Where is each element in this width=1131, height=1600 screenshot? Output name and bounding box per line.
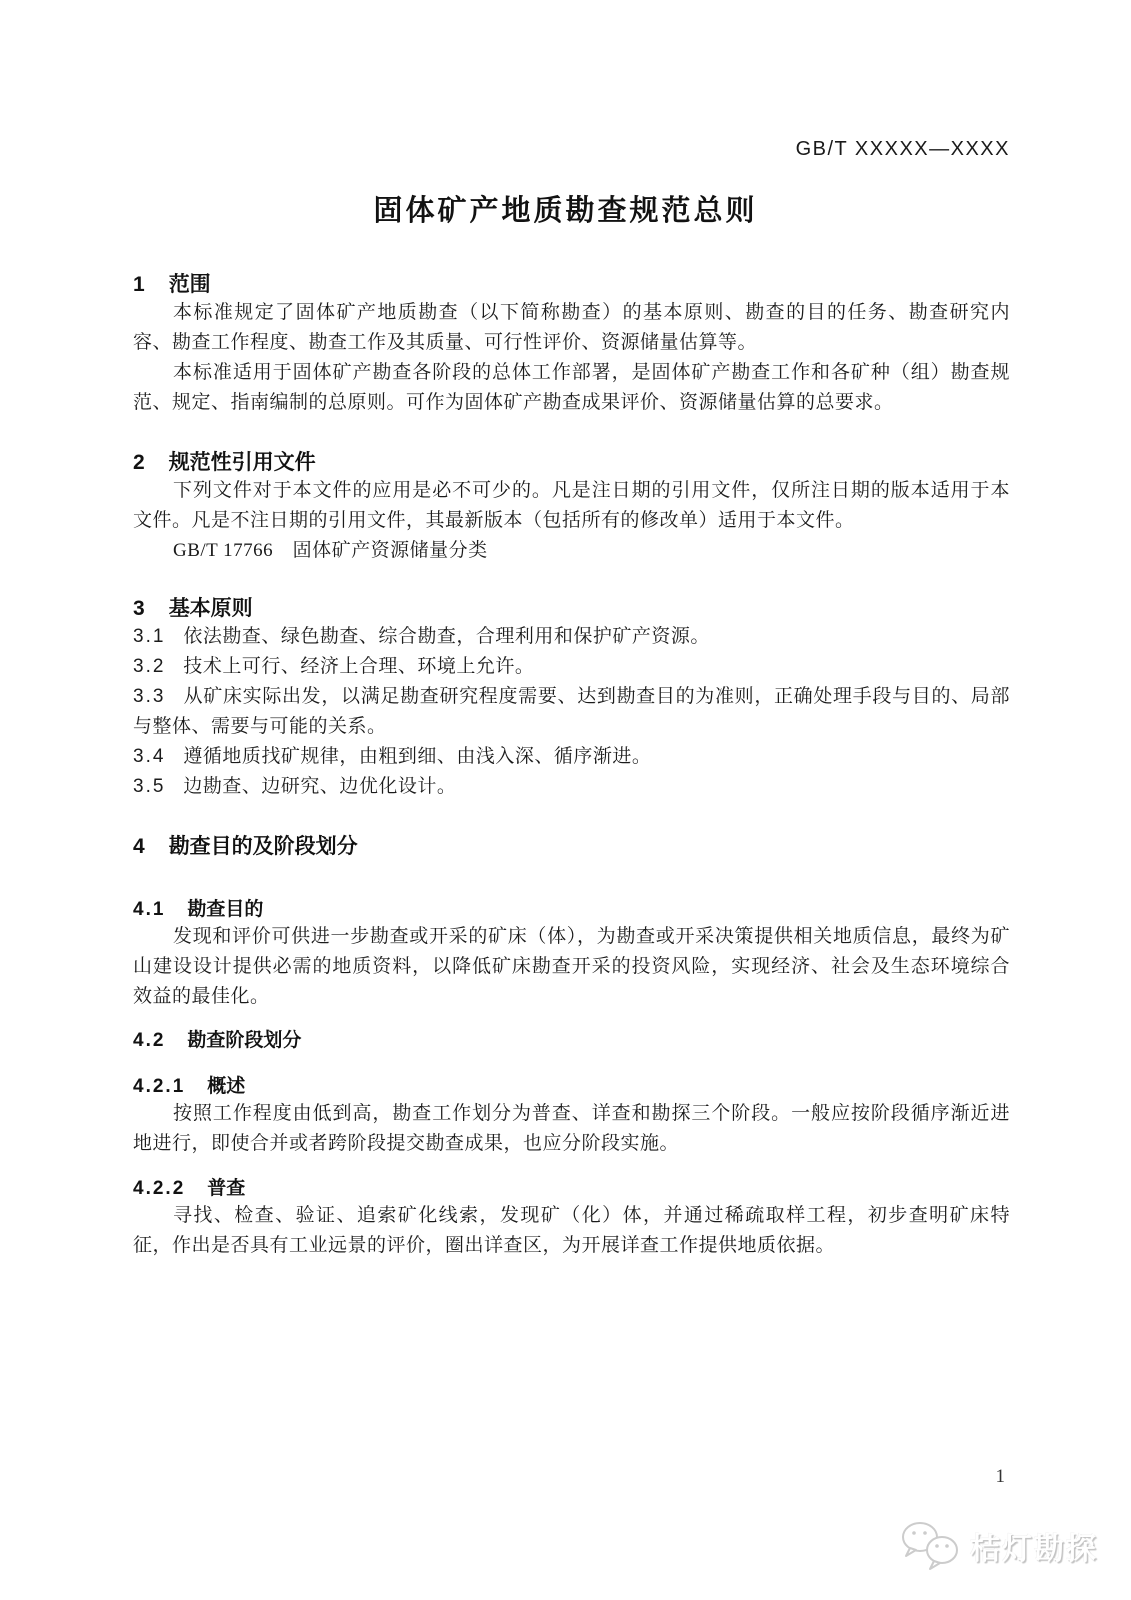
section-1-paragraph-1: 本标准规定了固体矿产地质勘查（以下简称勘查）的基本原则、勘查的目的任务、勘查研究内容、勘查工作程度、勘查工作及其质量、可行性评价、资源储量估算等。 <box>133 302 1010 353</box>
clause-3-5 <box>133 772 1010 802</box>
section-4-2-title: 勘查阶段划分 <box>187 1030 302 1051</box>
normative-reference: GB/T 17766 固体矿产资源储量分类 <box>173 540 488 561</box>
section-4-title: 勘查目的及阶段划分 <box>168 835 358 858</box>
section-2-paragraph-1: 下列文件对于本文件的应用是必不可少的。凡是注日期的引用文件，仅所注日期的版本适用于本文件。凡是不注日期的引用文件，其最新版本（包括所有的修改单）适用于本文件。 <box>133 480 1010 531</box>
section-4-heading <box>133 834 1010 860</box>
clause-3-3-text: 从矿床实际出发，以满足勘查研究程度需要、达到勘查目的为准则，正确处理手段与目的、局部与整体、需要与可能的关系。 <box>133 686 1010 737</box>
section-1-heading <box>133 272 1010 298</box>
clause-3-3 <box>133 682 1010 742</box>
section-4-2-2-heading <box>133 1176 1010 1201</box>
watermark-text: 桔灯勘探 <box>970 1533 1098 1566</box>
section-4-2-1-number: 4.2.1 <box>133 1076 186 1097</box>
clause-3-3-number: 3.3 <box>133 686 166 707</box>
section-4-2-1-title: 概述 <box>207 1076 246 1097</box>
clause-3-2 <box>133 652 1010 682</box>
section-1-paragraph-2: 本标准适用于固体矿产勘查各阶段的总体工作部署，是固体矿产勘查工作和各矿种（组）勘查规范、规定、指南编制的总原则。可作为固体矿产勘查成果评价、资源储量估算的总要求。 <box>133 362 1010 413</box>
section-4-2-2-title: 普查 <box>207 1178 246 1199</box>
section-4-2-1-heading <box>133 1074 1010 1099</box>
section-4-2-1-paragraph: 按照工作程度由低到高，勘查工作划分为普查、详查和勘探三个阶段。一般应按阶段循序渐近进地进行，即使合并或者跨阶段提交勘查成果，也应分阶段实施。 <box>133 1103 1010 1154</box>
section-4-2-heading <box>133 1028 1010 1053</box>
section-4-2-number: 4.2 <box>133 1030 166 1051</box>
section-3-title: 基本原则 <box>168 597 253 620</box>
clause-3-1-number: 3.1 <box>133 626 166 647</box>
section-2-title: 规范性引用文件 <box>168 451 316 474</box>
wechat-logo-icon <box>900 1520 962 1572</box>
section-4-2-2-number: 4.2.2 <box>133 1178 186 1199</box>
clause-3-1-text: 依法勘查、绿色勘查、综合勘查，合理利用和保护矿产资源。 <box>183 626 710 647</box>
clause-3-4 <box>133 742 1010 772</box>
clause-3-2-number: 3.2 <box>133 656 166 677</box>
clause-3-4-text: 遵循地质找矿规律，由粗到细、由浅入深、循序渐进。 <box>183 746 652 767</box>
document-body <box>133 0 1010 1261</box>
section-4-1-paragraph: 发现和评价可供进一步勘查或开采的矿床（体），为勘查或开采决策提供相关地质信息，最终为矿山建设设计提供必需的地质资料，以降低矿床勘查开采的投资风险，实现经济、社会及生态环境综合效益的最佳化。 <box>133 926 1010 1007</box>
document-title: 固体矿产地质勘查规范总则 <box>373 195 758 227</box>
section-3-number: 3 <box>133 597 147 620</box>
standard-code: GB/T XXXXX—XXXX <box>795 138 1010 160</box>
section-4-1-title: 勘查目的 <box>187 899 264 920</box>
clause-3-2-text: 技术上可行、经济上合理、环境上允许。 <box>183 656 535 677</box>
section-4-2-2-paragraph: 寻找、检查、验证、追索矿化线索，发现矿（化）体，并通过稀疏取样工程，初步查明矿床特征，作出是否具有工业远景的评价，圈出详查区，为开展详查工作提供地质依据。 <box>133 1205 1010 1256</box>
clause-3-5-number: 3.5 <box>133 776 166 797</box>
section-2-heading <box>133 450 1010 476</box>
page-number: 1 <box>995 1466 1005 1487</box>
clause-3-5-text: 边勘查、边研究、边优化设计。 <box>183 776 457 797</box>
watermark <box>900 1520 1098 1572</box>
section-1-number: 1 <box>133 273 147 296</box>
section-4-number: 4 <box>133 835 147 858</box>
section-1-title: 范围 <box>168 273 211 296</box>
section-4-1-number: 4.1 <box>133 899 166 920</box>
section-4-1-heading <box>133 897 1010 922</box>
clause-3-1 <box>133 622 1010 652</box>
section-2-number: 2 <box>133 451 147 474</box>
clause-3-4-number: 3.4 <box>133 746 166 767</box>
section-3-heading <box>133 596 1010 622</box>
